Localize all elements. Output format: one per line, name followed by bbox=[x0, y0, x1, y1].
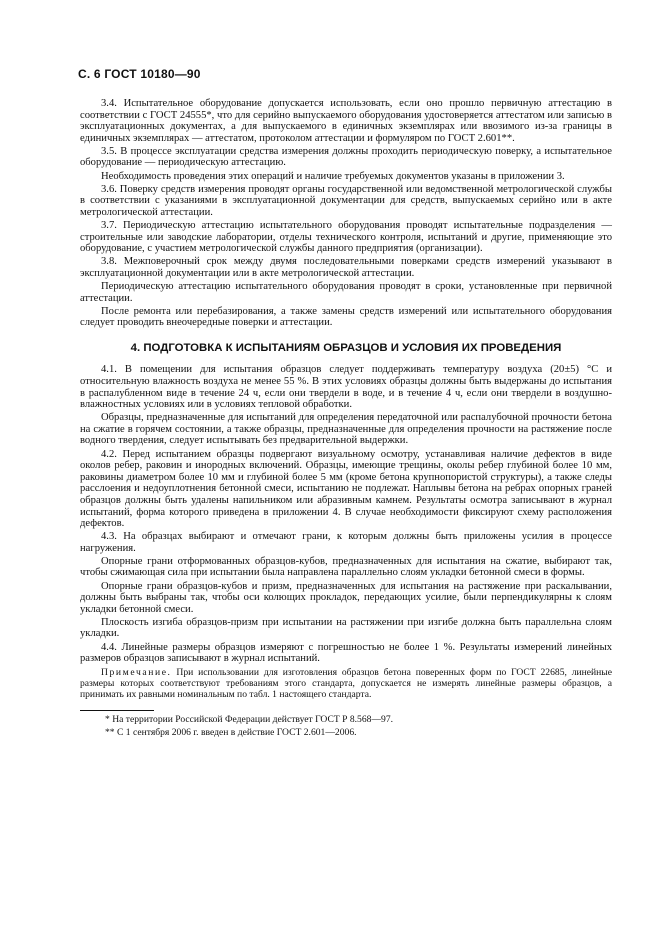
paragraph-4-3-cubes: Опорные грани отформованных образцов-кубов, предназначенных для испытания на сжатие, выбирают так, чтобы сжимающая сила при испытании была направлена параллельно слоям укладки бетонной смеси в формы. bbox=[80, 555, 612, 579]
paragraph-3-8: 3.8. Межповерочный срок между двумя последовательными поверками средств измерений указывают в эксплуатационной документации или в акте метрологической аттестации. bbox=[80, 256, 612, 279]
note bbox=[80, 667, 612, 701]
footnote-1: * На территории Российской Федерации действует ГОСТ Р 8.568—97. bbox=[105, 714, 394, 726]
paragraph-4-3-bending: Плоскость изгиба образцов-призм при испытании на растяжении при изгибе должна быть параллельна слоям укладки. bbox=[80, 616, 612, 640]
paragraph-3-8-repair: После ремонта или перебазирования, а также замены средств измерений или испытательного оборудования следует проводить внеочередные поверки и аттестации. bbox=[80, 305, 612, 329]
paragraph-3-5-docs: Необходимость проведения этих операций и наличие требуемых документов указаны в приложении 3. bbox=[101, 170, 565, 182]
footnote-2: ** С 1 сентября 2006 г. введен в действие ГОСТ 2.601—2006. bbox=[105, 726, 357, 738]
paragraph-4-1: 4.1. В помещении для испытания образцов следует поддерживать температуру воздуха (20±5) °С и относительную влажность воздуха не менее 55 %. В этих условиях образцы должны быть выдержаны до испытания в распалубленном виде в течение 24 ч, если они твердели в воде, и в течение 4 ч, если они твердели в воздушно-влажностных условиях или в условиях тепловой обработки. bbox=[80, 364, 612, 411]
paragraph-4-3: 4.3. На образцах выбирают и отмечают грани, к которым должны быть приложены усилия в процессе нагружения. bbox=[80, 531, 612, 554]
paragraph-3-4: 3.4. Испытательное оборудование допускается использовать, если оно прошло первичную аттестацию в соответствии с ГОСТ 24555*, что для серийно выпускаемого оборудования удостоверяется аттестатом или записью в эксплуатационных документах, а для выпускаемого в единичных экземплярах или ввозимого из-за границы в единичных экземплярах — аттестатом, протоколом аттестации и формуляром по ГОСТ 2.601**. bbox=[80, 98, 612, 144]
paragraph-4-3-prisms: Опорные грани образцов-кубов и призм, предназначенных для испытания на растяжение при раскалывании, должны быть выбраны так, чтобы оси колющих прокладок, передающих усилие, были перпендикулярны к слоям укладки бетонной смеси. bbox=[80, 580, 612, 615]
paragraph-3-7: 3.7. Периодическую аттестацию испытательного оборудования проводят испытательные подразделения — строительные или заводские лаборатории, отделы технического контроля, испытаний и другие, применяющие это оборудование, с участием метрологической службы данного предприятия (организации). bbox=[80, 219, 612, 255]
footnote-divider bbox=[80, 710, 154, 711]
paragraph-4-2: 4.2. Перед испытанием образцы подвергают визуальному осмотру, устанавливая наличие дефектов в виде околов ребер, раковин и инородных включений. Образцы, имеющие трещины, околы ребер глубиной более 10 мм, раковины диаметром более 10 мм и глубиной более 5 мм (кроме бетона крупнопористой структуры), а также следы расслоения и недоуплотнения бетонной смеси, испытанию не подлежат. Наплывы бетона на ребрах опорных граней образцов должны быть удалены напильником или абразивным камнем. Результаты осмотра записывают в журнал испытаний, форма которого приведена в приложении 4. В случае необходимости фиксируют схему расположения дефектов. bbox=[80, 448, 612, 530]
paragraph-3-6: 3.6. Поверку средств измерения проводят органы государственной или ведомственной метрологической службы в соответствии с указаниями в эксплуатационной документации для средств, выпускаемых серийно или в акте метрологической аттестации. bbox=[80, 183, 612, 218]
section-4-title: 4. ПОДГОТОВКА К ИСПЫТАНИЯМ ОБРАЗЦОВ И УСЛОВИЯ ИХ ПРОВЕДЕНИЯ bbox=[130, 341, 562, 354]
paragraph-3-5: 3.5. В процессе эксплуатации средства измерения должны проходить периодическую поверку, а испытательное оборудование — периодическую аттестацию. bbox=[80, 145, 612, 169]
note-text: При использовании для изготовления образцов бетона поверенных форм по ГОСТ 22685, линейные размеры которых соответствуют требованиям этого стандарта, допускается не измерять линейные размеры образцов, а принимать их равными номинальным по табл. 1 настоящего стандарта. bbox=[80, 666, 612, 701]
paragraph-3-8-periodic: Периодическую аттестацию испытательного оборудования проводят в сроки, установленные при первичной аттестации. bbox=[80, 280, 612, 304]
note-label: Примечание. bbox=[101, 666, 172, 678]
page-header: С. 6 ГОСТ 10180—90 bbox=[78, 67, 201, 81]
page-content bbox=[80, 98, 612, 739]
paragraph-4-1-samples: Образцы, предназначенные для испытаний для определения передаточной или распалубочной прочности бетона на сжатие в горячем состоянии, а также образцы, предназначенные для определения прочности на растяжение после водного твердения, следует испытывать без предварительной выдержки. bbox=[80, 412, 612, 447]
paragraph-4-4: 4.4. Линейные размеры образцов измеряют с погрешностью не более 1 %. Результаты измерений линейных размеров образцов записывают в журнал испытаний. bbox=[80, 641, 612, 665]
